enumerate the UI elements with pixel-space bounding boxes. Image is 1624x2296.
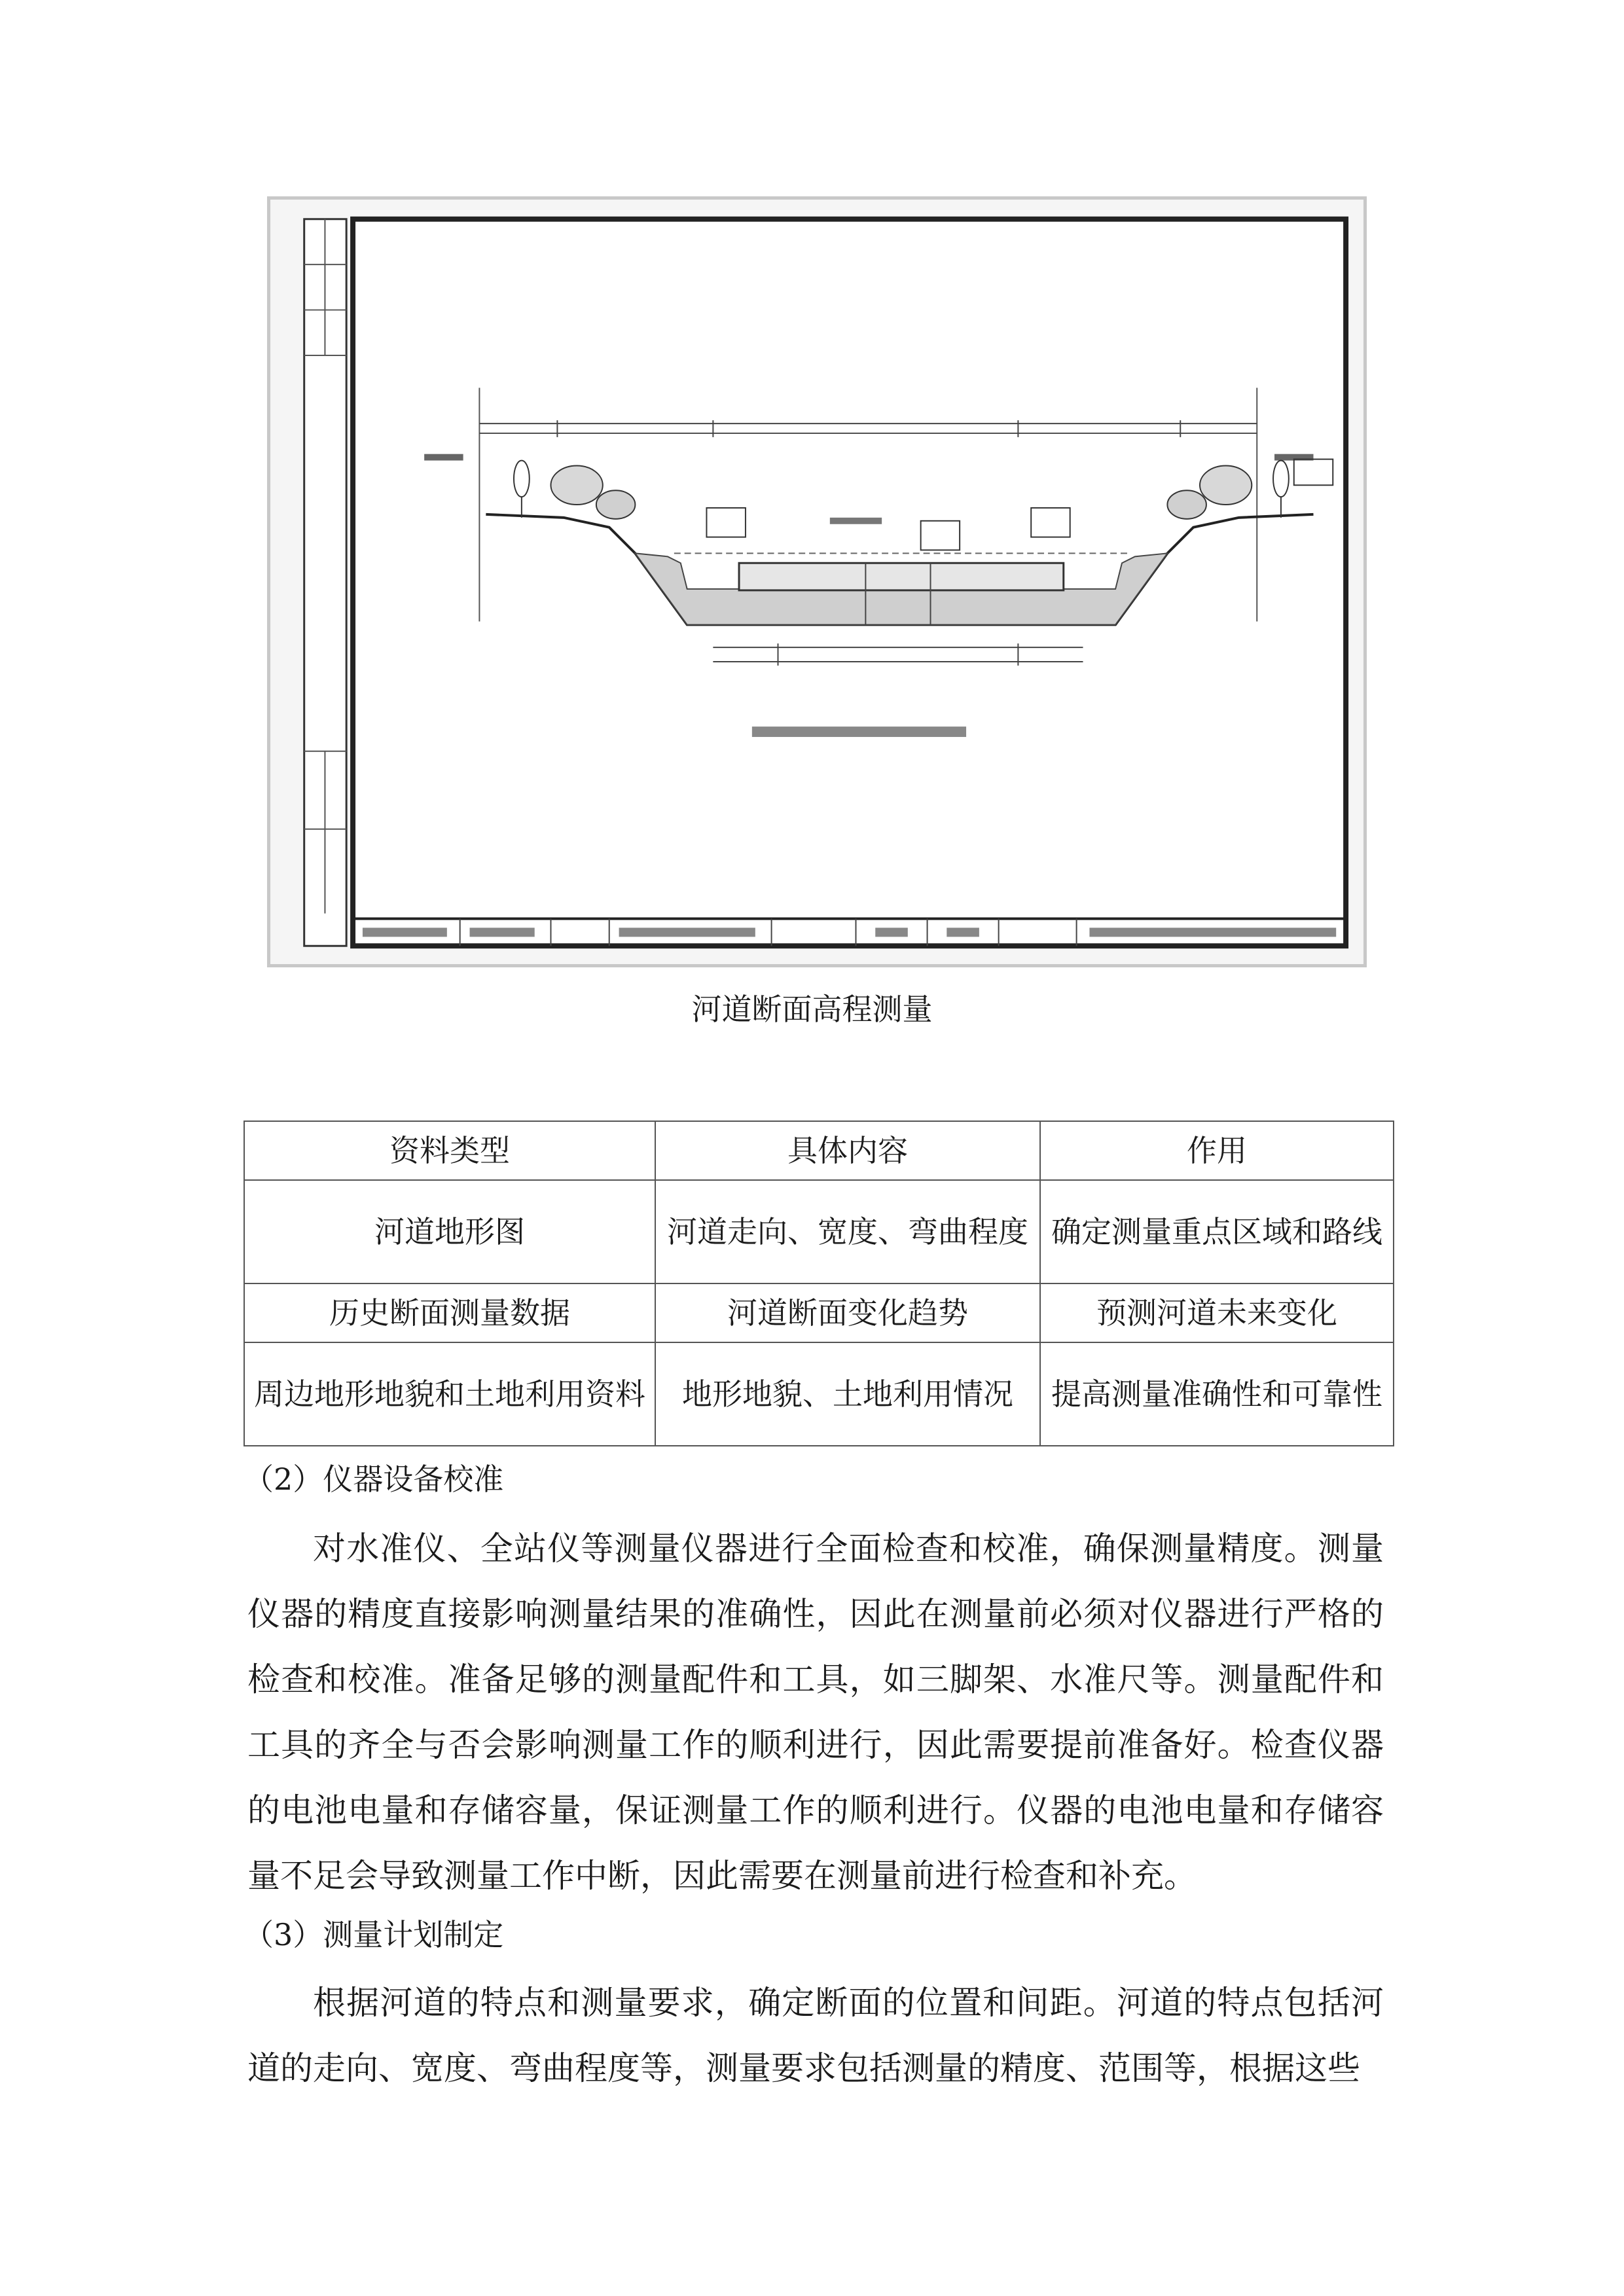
table-header-cell: 作用 (1040, 1121, 1394, 1180)
table-cell: 历史断面测量数据 (244, 1283, 655, 1342)
data-table (244, 1121, 1394, 1446)
section-paragraph-3: 根据河道的特点和测量要求，确定断面的位置和间距。河道的特点包括河道的走向、宽度、弯曲程度等，测量要求包括测量的精度、范围等，根据这些 (247, 1984, 1384, 2087)
table-cell: 提高测量准确性和可靠性 (1040, 1342, 1394, 1446)
section-heading-2: （2）仪器设备校准 (244, 1462, 504, 1497)
table-row (244, 1283, 1394, 1342)
table-cell: 河道走向、宽度、弯曲程度 (655, 1180, 1040, 1283)
section-paragraph-2: 对水准仪、全站仪等测量仪器进行全面检查和校准，确保测量精度。测量仪器的精度直接影响测量结果的准确性，因此在测量前必须对仪器进行严格的检查和校准。准备足够的测量配件和工具，如三脚架、水准尺等。测量配件和工具的齐全与否会影响测量工作的顺利进行，因此需要提前准备好。检查仪器的电池电量和存储容量，保证测量工作的顺利进行。仪器的电池电量和存储容量不足会导致测量工作中断，因此需要在测量前进行检查和补充。 (247, 1530, 1384, 1895)
table-header-row (244, 1121, 1394, 1180)
cross-section-drawing (267, 196, 1367, 967)
table-cell: 河道地形图 (244, 1180, 655, 1283)
figure-caption: 河道断面高程测量 (691, 992, 933, 1027)
table-cell: 地形地貌、土地利用情况 (655, 1342, 1040, 1446)
table-cell: 河道断面变化趋势 (655, 1283, 1040, 1342)
section-heading-3: （3）测量计划制定 (244, 1917, 504, 1952)
table-row (244, 1180, 1394, 1283)
table-header-cell: 资料类型 (244, 1121, 655, 1180)
table-cell: 周边地形地貌和土地利用资料 (244, 1342, 655, 1446)
table-cell: 预测河道未来变化 (1040, 1283, 1394, 1342)
table-header-cell: 具体内容 (655, 1121, 1040, 1180)
table-row (244, 1342, 1394, 1446)
drawing-svg (270, 200, 1363, 964)
table-cell: 确定测量重点区域和路线 (1040, 1180, 1394, 1283)
